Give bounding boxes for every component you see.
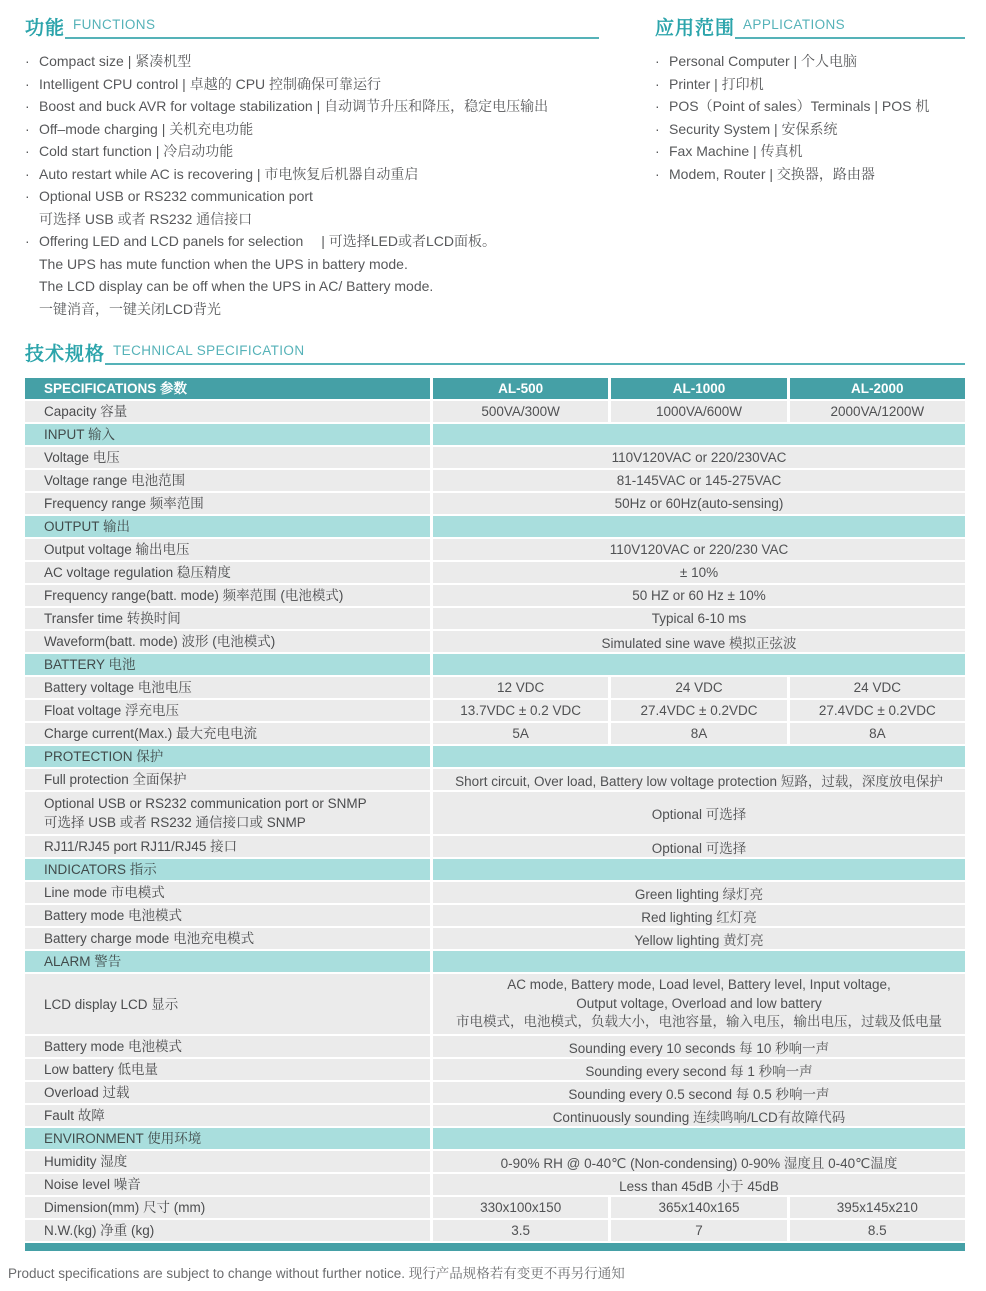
spec-value-cell: 110V120VAC or 220/230VAC [433, 447, 965, 468]
spec-label-cell [25, 447, 430, 468]
bullet-dot-icon: · [655, 75, 660, 92]
spec-value-cell: 2000VA/1200W [790, 401, 965, 422]
spec-value-cell: Optional 可选择 [433, 836, 965, 857]
section-row [25, 746, 965, 767]
table-row [25, 1059, 965, 1080]
spec-value-cell: 27.4VDC ± 0.2VDC [611, 700, 786, 721]
list-item-line [655, 140, 965, 163]
list-item-text: Off–mode charging | 关机充电功能 [39, 120, 254, 137]
spec-value-cell: 8.5 [790, 1220, 965, 1241]
list-item [655, 73, 965, 96]
spec-label-text: Charge current(Max.) 最大充电电流 [44, 726, 258, 741]
spec-value-cell: 330x100x150 [433, 1197, 608, 1218]
spec-value-cell: Optional 可选择 [433, 792, 965, 834]
tech-heading-underline [105, 342, 965, 365]
technical-specification-section [25, 342, 965, 1251]
list-item-line [25, 73, 599, 96]
spec-value-cell: Typical 6-10 ms [433, 608, 965, 629]
functions-heading [25, 16, 599, 40]
bullet-dot-icon: · [655, 120, 660, 137]
spec-value-cell: Simulated sine wave 模拟正弦波 [433, 631, 965, 652]
spec-label-cell [25, 746, 430, 767]
spec-label-text: Fault 故障 [44, 1108, 105, 1123]
list-item-line [25, 185, 599, 208]
table-row [25, 447, 965, 468]
spec-label-cell [25, 1105, 430, 1126]
spec-label-text: Voltage 电压 [44, 450, 120, 465]
applications-title-en: APPLICATIONS [743, 17, 846, 32]
section-row [25, 654, 965, 675]
spec-label-text: Noise level 噪音 [44, 1177, 141, 1192]
functions-list [25, 50, 599, 320]
spec-value-cell: Sounding every 10 seconds 每 10 秒响一声 [433, 1036, 965, 1057]
spec-label-text: ALARM 警告 [44, 954, 122, 969]
spec-value-cell [433, 974, 965, 1034]
spec-label-cell [25, 539, 430, 560]
spec-label-text: Transfer time 转换时间 [44, 611, 181, 626]
table-row [25, 769, 965, 790]
spec-label-text: Battery mode 电池模式 [44, 1039, 183, 1054]
section-row [25, 516, 965, 537]
list-item-line [25, 50, 599, 73]
list-item-text: Security System | 安保系统 [669, 120, 838, 137]
spec-value-cell: 8A [790, 723, 965, 744]
spec-label-line: Optional USB or RS232 communication port or SNMP [44, 796, 367, 811]
table-row [25, 1220, 965, 1241]
spec-label-text: Low battery 低电量 [44, 1062, 159, 1077]
spec-value-cell: 24 VDC [790, 677, 965, 698]
bullet-dot-icon: · [25, 98, 30, 114]
spec-value-cell: 24 VDC [611, 677, 786, 698]
bullet-dot-icon: · [25, 120, 30, 137]
list-item-text: Personal Computer | 个人电脑 [669, 53, 858, 69]
table-row [25, 608, 965, 629]
spec-label-cell [25, 608, 430, 629]
table-row [25, 905, 965, 926]
spec-label-text: Humidity 湿度 [44, 1154, 128, 1169]
table-row [25, 401, 965, 422]
spec-label-text: Battery mode 电池模式 [44, 908, 183, 923]
list-item [25, 230, 599, 320]
list-item-line [655, 118, 965, 141]
list-item-text: Cold start function | 冷启动功能 [39, 143, 234, 159]
list-item-continuation [25, 208, 599, 231]
spec-value-cell: 50 HZ or 60 Hz ± 10% [433, 585, 965, 606]
spec-label-cell [25, 723, 430, 744]
applications-section [655, 16, 965, 320]
list-item-line [655, 95, 965, 118]
section-row [25, 859, 965, 880]
list-item [655, 50, 965, 73]
section-filler-cell [433, 516, 965, 537]
spec-table-header-label: SPECIFICATIONS 参数 [25, 378, 430, 399]
tech-title-en: TECHNICAL SPECIFICATION [113, 343, 305, 358]
table-row [25, 539, 965, 560]
table-row [25, 1197, 965, 1218]
list-item-text: Auto restart while AC is recovering | 市电恢复后机器自动重启 [39, 165, 419, 182]
list-item-line [25, 118, 599, 141]
table-row [25, 470, 965, 491]
list-item-text: 一键消音，一键关闭LCD背光 [39, 300, 222, 317]
spec-label-text: BATTERY 电池 [44, 657, 136, 672]
spec-value-cell: 365x140x165 [611, 1197, 786, 1218]
section-filler-cell [433, 654, 965, 675]
list-item-line [25, 95, 599, 118]
table-row [25, 1105, 965, 1126]
spec-value-cell: Short circuit, Over load, Battery low voltage protection 短路，过载，深度放电保护 [433, 769, 965, 790]
tech-heading [25, 342, 965, 366]
list-item-text: Printer | 打印机 [669, 75, 764, 92]
spec-label-text: Battery charge mode 电池充电模式 [44, 931, 255, 946]
list-item-text: The UPS has mute function when the UPS in battery mode. [39, 255, 408, 272]
list-item [25, 95, 599, 118]
spec-value-cell: 0-90% RH @ 0-40℃ (Non-condensing) 0-90% 湿度且 0-40℃温度 [433, 1151, 965, 1172]
applications-list [655, 50, 965, 185]
section-row [25, 424, 965, 445]
footer-disclaimer: Product specifications are subject to change without further notice. 现行产品规格若有变更不再另行通知 [8, 1266, 625, 1281]
spec-value-cell: ± 10% [433, 562, 965, 583]
functions-title-zh: 功能 [25, 18, 66, 39]
spec-value-cell: 5A [433, 723, 608, 744]
spec-label-cell [25, 769, 430, 790]
table-row [25, 700, 965, 721]
spec-label-cell [25, 516, 430, 537]
top-columns [25, 16, 965, 320]
list-item-text: 可选择 USB 或者 RS232 通信接口 [39, 210, 253, 227]
spec-label-text: INDICATORS 指示 [44, 862, 157, 877]
table-row [25, 1174, 965, 1195]
spec-value-cell: 7 [611, 1220, 786, 1241]
list-item-line [655, 163, 965, 186]
spec-value-cell: 81-145VAC or 145-275VAC [433, 470, 965, 491]
table-row [25, 677, 965, 698]
spec-value-cell: 500VA/300W [433, 401, 608, 422]
list-item [655, 163, 965, 186]
section-filler-cell [433, 859, 965, 880]
list-item-text: Boost and buck AVR for voltage stabilization | 自动调节升压和降压，稳定电压输出 [39, 98, 549, 114]
section-row [25, 1128, 965, 1149]
spec-label-text: Dimension(mm) 尺寸 (mm) [44, 1200, 206, 1215]
spec-value-cell: 50Hz or 60Hz(auto-sensing) [433, 493, 965, 514]
spec-table-header-al1000: AL-1000 [611, 378, 786, 399]
bullet-dot-icon: · [655, 165, 660, 182]
spec-label-cell [25, 951, 430, 972]
list-item-line [25, 230, 599, 253]
list-item-continuation [25, 275, 599, 298]
spec-label-text: Frequency range(batt. mode) 频率范围 (电池模式) [44, 588, 344, 603]
spec-table [25, 378, 965, 1241]
spec-value-cell: Less than 45dB 小于 45dB [433, 1174, 965, 1195]
functions-title-en: FUNCTIONS [73, 17, 156, 32]
spec-label-text: Output voltage 输出电压 [44, 542, 190, 557]
list-item-line [25, 140, 599, 163]
table-row [25, 974, 965, 1034]
spec-label-text: N.W.(kg) 净重 (kg) [44, 1223, 155, 1238]
spec-label-cell [25, 700, 430, 721]
spec-label-cell [25, 905, 430, 926]
list-item [25, 140, 599, 163]
spec-label-cell [25, 401, 430, 422]
spec-label-text: INPUT 输入 [44, 427, 116, 442]
applications-heading [655, 16, 965, 40]
bullet-dot-icon: · [655, 98, 660, 114]
bullet-dot-icon: · [25, 75, 30, 92]
table-bottom-bar [25, 1243, 965, 1251]
list-item [25, 118, 599, 141]
spec-value-cell: Sounding every 0.5 second 每 0.5 秒响一声 [433, 1082, 965, 1103]
spec-label-text: Capacity 容量 [44, 404, 128, 419]
spec-label-cell [25, 470, 430, 491]
bullet-dot-icon: · [655, 143, 660, 159]
table-row [25, 723, 965, 744]
list-item-text: Modem, Router | 交换器，路由器 [669, 165, 875, 182]
table-row [25, 792, 965, 834]
list-item-continuation [25, 253, 599, 276]
bullet-dot-icon: · [25, 233, 30, 249]
list-item-text: POS（Point of sales）Terminals | POS 机 [669, 98, 930, 114]
list-item [25, 50, 599, 73]
spec-value-cell: 3.5 [433, 1220, 608, 1241]
spec-label-text: RJ11/RJ45 port RJ11/RJ45 接口 [44, 839, 238, 854]
spec-label-cell [25, 974, 430, 1034]
spec-table-header-al500: AL-500 [433, 378, 608, 399]
spec-table-body [25, 401, 965, 1241]
table-row [25, 562, 965, 583]
list-item-line [655, 73, 965, 96]
spec-label-cell [25, 1197, 430, 1218]
spec-value-cell: 395x145x210 [790, 1197, 965, 1218]
section-filler-cell [433, 746, 965, 767]
table-row [25, 631, 965, 652]
list-item [655, 118, 965, 141]
spec-label-cell [25, 631, 430, 652]
bullet-dot-icon: · [25, 165, 30, 182]
spec-label-text: LCD display LCD 显示 [44, 996, 179, 1012]
spec-label-cell [25, 1220, 430, 1241]
spec-label-text: Battery voltage 电池电压 [44, 680, 192, 695]
table-row [25, 585, 965, 606]
spec-label-cell [25, 1128, 430, 1149]
table-row [25, 493, 965, 514]
spec-label-cell [25, 1059, 430, 1080]
applications-title-zh: 应用范围 [655, 18, 736, 39]
tech-title-zh: 技术规格 [25, 344, 106, 365]
list-item-text: Intelligent CPU control | 卓越的 CPU 控制确保可靠运行 [39, 75, 382, 92]
list-item [25, 185, 599, 230]
table-row [25, 882, 965, 903]
spec-label-cell [25, 928, 430, 949]
spec-label-cell [25, 1151, 430, 1172]
list-item-line [655, 50, 965, 73]
spec-label-text: Line mode 市电模式 [44, 885, 165, 900]
list-item-text: Compact size | 紧凑机型 [39, 53, 192, 69]
list-item [655, 95, 965, 118]
section-filler-cell [433, 1128, 965, 1149]
spec-value-cell: 8A [611, 723, 786, 744]
spec-label-text: AC voltage regulation 稳压精度 [44, 565, 231, 580]
spec-table-header-al2000: AL-2000 [790, 378, 965, 399]
spec-label-text: Frequency range 频率范围 [44, 496, 204, 511]
spec-label-text: ENVIRONMENT 使用环境 [44, 1131, 202, 1146]
table-row [25, 836, 965, 857]
spec-label-cell [25, 882, 430, 903]
spec-label-cell [25, 836, 430, 857]
spec-label-text: PROTECTION 保护 [44, 749, 164, 764]
spec-value-cell: 12 VDC [433, 677, 608, 698]
spec-label-cell [25, 1036, 430, 1057]
table-row [25, 1082, 965, 1103]
spec-value-cell: 13.7VDC ± 0.2 VDC [433, 700, 608, 721]
spec-table-header-row [25, 378, 965, 399]
bullet-dot-icon: · [655, 53, 660, 69]
spec-label-cell [25, 1174, 430, 1195]
spec-value-cell: Sounding every second 每 1 秒响一声 [433, 1059, 965, 1080]
list-item [655, 140, 965, 163]
spec-label-text: OUTPUT 输出 [44, 519, 131, 534]
spec-label-text: Overload 过载 [44, 1085, 130, 1100]
bullet-dot-icon: · [25, 53, 30, 69]
list-item-text: Offering LED and LCD panels for selection | 可选择LED或者LCD面板。 [39, 233, 496, 249]
applications-heading-underline [735, 16, 965, 39]
spec-label-line: 可选择 USB 或者 RS232 通信接口或 SNMP [44, 815, 306, 830]
spec-value-line: 市电模式，电池模式，负载大小，电池容量，输入电压，输出电压，过载及低电量 [456, 1014, 942, 1030]
spec-value-line: Output voltage, Overload and low battery [576, 995, 822, 1011]
list-item-line [25, 163, 599, 186]
table-row [25, 1151, 965, 1172]
spec-label-cell [25, 859, 430, 880]
spec-label-cell [25, 562, 430, 583]
spec-label-cell [25, 1082, 430, 1103]
spec-label-text: Float voltage 浮充电压 [44, 703, 180, 718]
functions-heading-underline [65, 16, 599, 39]
spec-label-cell [25, 792, 430, 834]
list-item-continuation [25, 298, 599, 321]
spec-value-cell: Red lighting 红灯亮 [433, 905, 965, 926]
spec-label-text: Waveform(batt. mode) 波形 (电池模式) [44, 634, 276, 649]
table-row [25, 1036, 965, 1057]
section-filler-cell [433, 424, 965, 445]
section-row [25, 951, 965, 972]
list-item-text: Optional USB or RS232 communication port [39, 188, 313, 204]
spec-value-cell: Continuously sounding 连续鸣响/LCD有故障代码 [433, 1105, 965, 1126]
spec-value-cell: 27.4VDC ± 0.2VDC [790, 700, 965, 721]
spec-value-cell: Green lighting 绿灯亮 [433, 882, 965, 903]
spec-value-cell: 110V120VAC or 220/230 VAC [433, 539, 965, 560]
spec-value-line: AC mode, Battery mode, Load level, Battery level, Input voltage, [507, 977, 891, 993]
list-item-text: The LCD display can be off when the UPS in AC/ Battery mode. [39, 278, 434, 294]
spec-value-cell: Yellow lighting 黄灯亮 [433, 928, 965, 949]
section-filler-cell [433, 951, 965, 972]
bullet-dot-icon: · [25, 188, 30, 204]
bullet-dot-icon: · [25, 143, 30, 159]
spec-label-cell [25, 654, 430, 675]
spec-label-text: Voltage range 电池范围 [44, 473, 186, 488]
table-row [25, 928, 965, 949]
spec-label-text: Full protection 全面保护 [44, 772, 187, 787]
list-item-text: Fax Machine | 传真机 [669, 143, 803, 159]
functions-section [25, 16, 599, 320]
spec-label-cell [25, 585, 430, 606]
spec-label-cell [25, 424, 430, 445]
list-item [25, 73, 599, 96]
spec-label-cell [25, 677, 430, 698]
list-item [25, 163, 599, 186]
spec-label-cell [25, 493, 430, 514]
spec-value-cell: 1000VA/600W [611, 401, 786, 422]
